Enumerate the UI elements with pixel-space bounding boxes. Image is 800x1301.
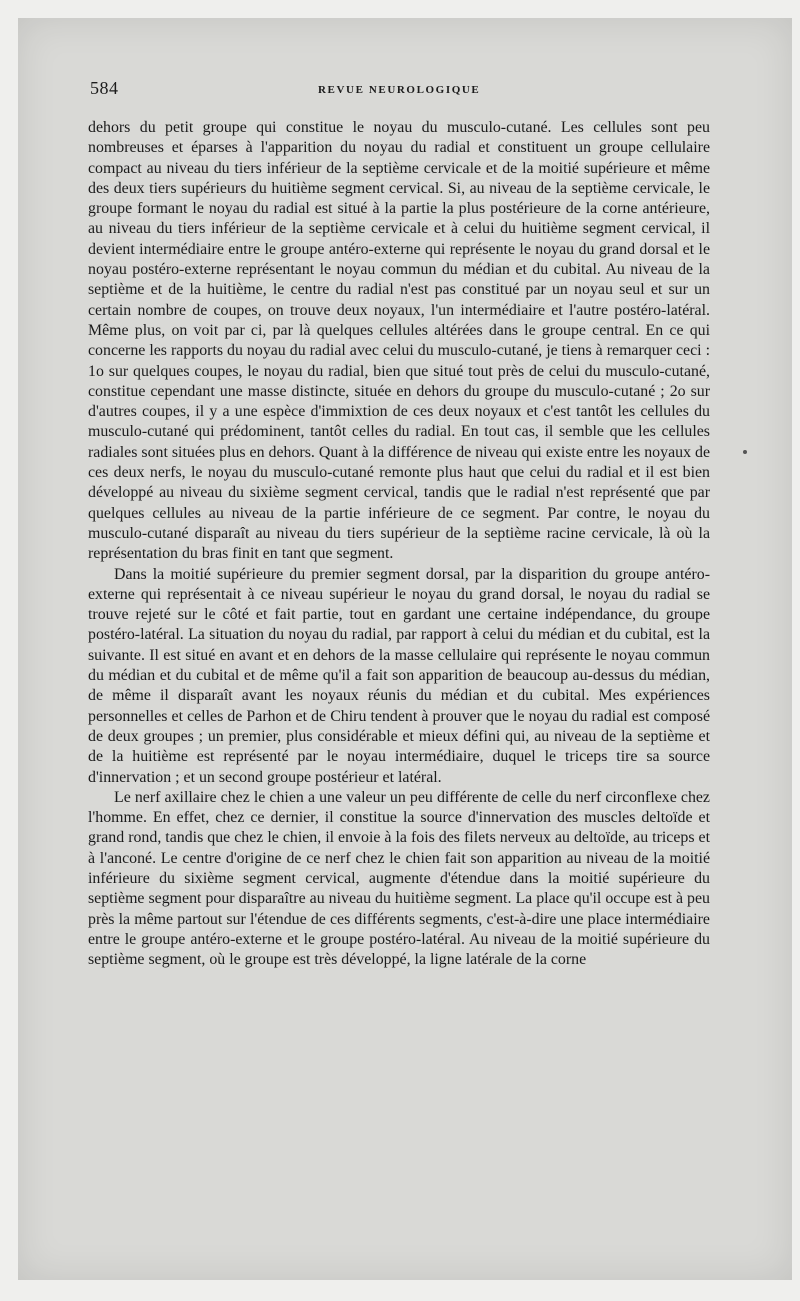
paragraph: Le nerf axillaire chez le chien a une valeur un peu différente de celle du nerf circonflexe chez l'homme. En effet, chez ce dernier, il constitue la source d'innervation des muscles deltoïde et grand rond, tandis que chez le chien, il envoie à la fois des filets nerveux au deltoïde, au triceps et à l'anconé. Le centre d'origine de ce nerf chez le chien fait son apparition au niveau de la moitié inférieure du sixième segment cervical, augmente d'étendue dans la moitié supérieure du septième segment pour disparaître au niveau du huitième segment. La place qu'il occupe est à peu près la même partout sur l'étendue de ces différents segments, c'est-à-dire une place intermédiaire entre le groupe antéro-externe et le groupe postéro-latéral. Au niveau de la moitié supérieure du septième segment, où le groupe est très développé, la ligne latérale de la corne (88, 788, 710, 969)
paragraph: Dans la moitié supérieure du premier segment dorsal, par la disparition du groupe antéro-externe qui représentait à ce niveau supérieur le noyau du grand dorsal, le noyau du radial se trouve rejeté sur le côté et fait partie, tout en gardant une certaine indépendance, du groupe postéro-latéral. La situation du noyau du radial, par rapport à celui du médian et du cubital, est la suivante. Il est situé en avant et en dehors de la masse cellulaire qui représente le noyau commun du médian et du cubital et de même qu'il a fait son apparition de beaucoup au-dessus du médian, de même il disparaît avant les noyaux réunis du médian et du cubital. Mes expériences personnelles et celles de Parhon et de Chiru tendent à prouver que le noyau du radial est composé de deux groupes ; un premier, plus considérable et mieux défini qui, au niveau de la septième et de la huitième est représenté par le noyau intermédiaire, duquel le triceps tire sa source d'innervation ; et un second groupe postérieur et latéral. (88, 565, 710, 786)
paragraph-continued: dehors du petit groupe qui constitue le noyau du musculo-cutané. Les cellules sont peu nombreuses et éparses à l'apparition du noyau du radial et constituent un groupe cellulaire compact au niveau du tiers inférieur de la septième cervicale et de la moitié supérieure et même des deux tiers supérieurs du huitième segment cervical. Si, au niveau de la septième cervicale, le groupe formant le noyau du radial est situé à la partie la plus postérieure de la corne antérieure, au niveau du tiers inférieur de la septième cervicale et à celui du huitième segment cervical, il devient intermédiaire entre le groupe antéro-externe qui représente le noyau du grand dorsal et le noyau postéro-externe représentant le noyau commun du médian et du cubital. Au niveau de la septième et de la huitième, le centre du radial n'est pas constitué par un noyau seul et sur un certain nombre de coupes, on trouve deux noyaux, l'un intermédiaire et l'autre postéro-latéral. Même plus, on voit par ci, par là quelques cellules altérées dans le groupe central. En ce qui concerne les rapports du noyau du radial avec celui du musculo-cutané, je tiens à remarquer ceci : 1o sur quelques coupes, le noyau du radial, bien que situé tout près de celui du musculo-cutané, constitue cependant une masse distincte, située en dehors du groupe du musculo-cutané ; 2o sur d'autres coupes, il y a une espèce d'immixtion de ces deux noyaux et c'est tantôt les cellules du musculo-cutané qui prédominent, tantôt celles du radial. En tout cas, il semble que les cellules radiales sont situées plus en dehors. Quant à la différence de niveau qui existe entre les noyaux de ces deux nerfs, le noyau du musculo-cutané remonte plus haut que celui du radial et il est bien développé au niveau du sixième segment cervical, tandis que le radial n'est représenté que par quelques cellules au niveau de la partie inférieure de ce segment. Par contre, le noyau du musculo-cutané disparaît au niveau du tiers supérieur de la septième racine cervicale, là où la représentation du bras finit en tant que segment. (88, 119, 710, 563)
running-head: REVUE NEUROLOGIQUE (318, 84, 481, 96)
body-text (88, 118, 710, 970)
page-number: 584 (90, 78, 119, 98)
page-header (90, 78, 710, 102)
margin-dot (743, 450, 747, 454)
